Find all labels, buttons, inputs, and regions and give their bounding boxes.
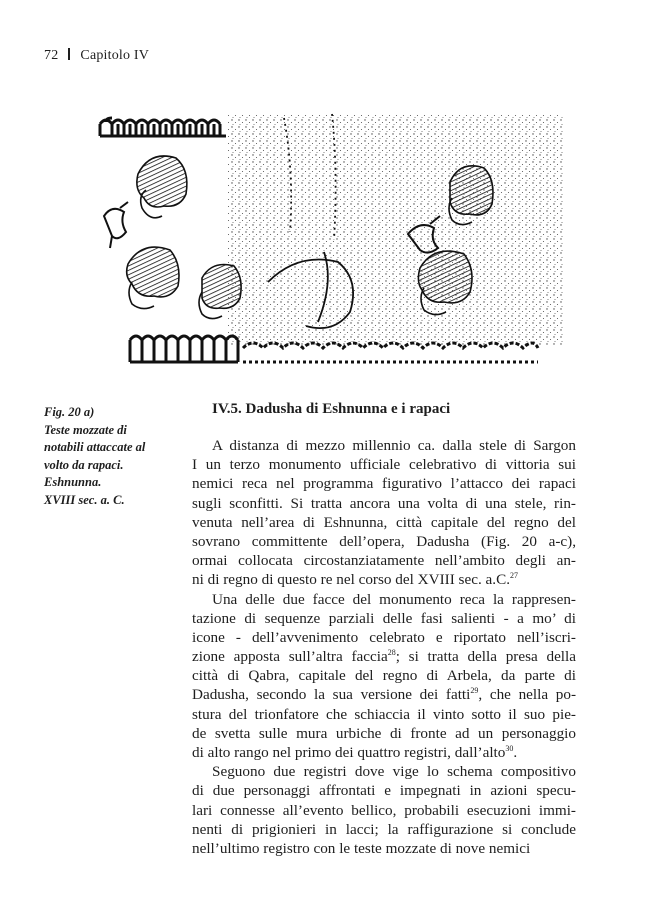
body-line: [192, 513, 576, 532]
line-text: zione apposta sull’altra faccia: [192, 648, 388, 666]
line-text: ormai collocata circostanziatamente nell’ambito degli an-: [192, 552, 576, 570]
body-line: [192, 474, 576, 493]
caption-line: notabili attaccate al: [44, 440, 146, 454]
line-text: de svetta sulle mura urbiche di fronte ad un personaggio: [192, 724, 576, 742]
body-line: [192, 532, 576, 551]
body-line: [192, 590, 576, 609]
body-line: [192, 839, 576, 858]
line-text: Seguono due registri dove vige lo schema compositivo: [212, 763, 576, 781]
caption-line: Eshnunna.: [44, 475, 102, 489]
relief-drawing-figure: [98, 112, 568, 374]
line-text: di due personaggi affrontati e impegnati in azioni specu-: [192, 782, 576, 800]
line-text: sovrano committente dell’opera, Dadusha (Fig. 20 a-c),: [192, 532, 576, 550]
line-text-after: , che nella po-: [478, 686, 577, 704]
line-text: di alto rango nel primo dei quattro registri, dall’alto: [192, 744, 506, 761]
stone-stipple-area: [228, 114, 563, 346]
body-line: [192, 820, 576, 839]
body-line: [192, 781, 576, 800]
line-text: città di Qabra, capitale del regno di Arbela, da parte di: [192, 667, 576, 685]
caption-line: volto da rapaci.: [44, 457, 124, 472]
footnote-reference[interactable]: 27: [510, 571, 519, 581]
section-title: IV.5. Dadusha di Eshnunna e i rapaci: [212, 401, 451, 417]
line-text: nell’ultimo registro con le teste mozzate di nove nemici: [192, 839, 531, 857]
body-line: [192, 436, 576, 455]
body-line: [192, 551, 576, 570]
body-line: [192, 801, 576, 820]
page-number: 72: [44, 48, 59, 63]
footnote-reference[interactable]: 29: [470, 686, 479, 696]
line-text: venuta nell’area di Eshnunna, città capitale del regno del: [192, 513, 576, 531]
header-separator: [68, 48, 70, 60]
line-text: sugli sconfitti. Si tratta ancora una volta di una stele, rin-: [192, 494, 576, 512]
body-line: [192, 705, 576, 724]
line-text: ni di regno di questo re nel corso del XVIII sec. a.C.: [192, 571, 511, 589]
body-line: [192, 724, 576, 743]
figure-caption: [44, 404, 184, 509]
body-line: [192, 494, 576, 513]
line-text: nemici reca nel programma figurativo l’attacco dei rapaci: [192, 475, 576, 493]
body-line: [192, 455, 576, 474]
caption-line: Teste mozzate di: [44, 422, 127, 437]
chapter-title: Capitolo IV: [80, 48, 150, 63]
line-text: nenti di prigionieri in lacci; la raffigurazione si conclude: [192, 820, 576, 838]
line-text: icone - dell’avvenimento celebrato e riportato nell’iscri-: [192, 628, 576, 646]
line-text: A distanza di mezzo millennio ca. dalla stele di Sargon: [212, 437, 576, 454]
body-line: [192, 685, 576, 704]
footnote-reference[interactable]: 28: [387, 648, 396, 658]
top-border-pattern: [100, 118, 226, 136]
caption-line: XVIII sec. a. C.: [44, 492, 125, 507]
line-text: stura del trionfatore che schiaccia il vinto sotto il suo pie-: [192, 705, 576, 723]
body-line: [192, 762, 576, 781]
line-text-after: ; si tratta della presa della: [395, 648, 576, 666]
body-line: [192, 647, 576, 666]
caption-line: Fig. 20 a): [44, 405, 95, 419]
line-text: Una delle due facce del monumento reca la rappresen-: [212, 590, 576, 608]
running-head: [44, 48, 149, 64]
line-text: I un terzo monumento ufficiale celebrativo di vittoria sui: [192, 456, 576, 474]
body-text: [192, 436, 576, 858]
line-text: tazione di sequenze parziali delle fasi salienti - a mo’ di: [192, 609, 576, 627]
body-line: [192, 743, 576, 762]
body-line: [192, 609, 576, 628]
body-line: [192, 570, 576, 589]
body-line: [192, 628, 576, 647]
footnote-reference[interactable]: 30: [505, 744, 514, 753]
line-text: lari connesse all’evento bellico, probabili esecuzioni immi-: [192, 801, 576, 819]
line-text: Dadusha, secondo la sua versione dei fatti: [192, 686, 471, 704]
line-text-after: .: [513, 744, 518, 761]
body-line: [192, 666, 576, 685]
